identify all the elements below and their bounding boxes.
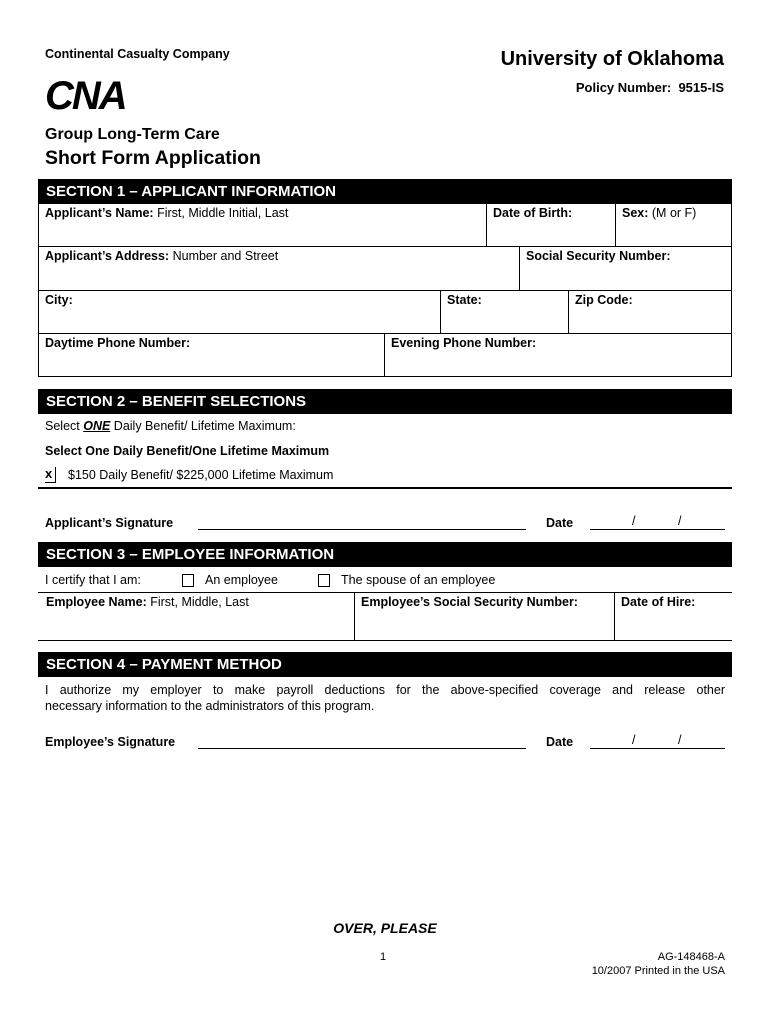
section4-header: SECTION 4 – PAYMENT METHOD — [38, 652, 732, 677]
zip-field[interactable]: Zip Code: — [575, 293, 633, 307]
policy-number: Policy Number: 9515-IS — [575, 80, 724, 95]
form-subtitle: Group Long-Term Care — [45, 126, 220, 143]
address-field[interactable]: Applicant’s Address: Number and Street — [39, 247, 520, 290]
section2-divider — [38, 487, 732, 489]
applicant-date-line[interactable] — [590, 529, 725, 530]
employee-date-label: Date — [546, 735, 574, 749]
section1-row3 — [38, 291, 732, 334]
select-instruction: Select ONE Daily Benefit/ Lifetime Maximum: — [45, 419, 296, 433]
certify-label: I certify that I am: — [45, 573, 141, 587]
date-separator: / — [678, 733, 682, 747]
ssn-field[interactable]: Social Security Number: — [526, 249, 671, 263]
date-separator: / — [632, 514, 636, 528]
benefit-option-label: $150 Daily Benefit/ $225,000 Lifetime Maximum — [68, 468, 334, 482]
employee-ssn-field[interactable]: Employee’s Social Security Number: — [355, 593, 615, 640]
state-field[interactable]: State: — [441, 291, 569, 333]
select-heading: Select One Daily Benefit/One Lifetime Maximum — [45, 444, 330, 458]
employee-option-label: An employee — [205, 573, 278, 587]
authorize-text-line2: necessary information to the administrators of this program. — [45, 699, 375, 713]
company-name: Continental Casualty Company — [45, 47, 230, 61]
section3-row — [38, 593, 732, 641]
section1-row1 — [38, 204, 732, 247]
form-id: AG-148468-A — [657, 951, 725, 963]
dob-field[interactable]: Date of Birth: — [487, 204, 616, 246]
authorize-text-line1: I authorize my employer to make payroll deductions for the above-specified coverage and release other — [45, 683, 725, 697]
cna-logo — [45, 77, 163, 113]
date-of-hire-field[interactable]: Date of Hire: — [621, 595, 696, 609]
employee-signature-line[interactable] — [198, 748, 526, 749]
applicant-signature-line[interactable] — [198, 529, 526, 530]
svg-text:CNA: CNA — [45, 77, 126, 113]
printed-date: 10/2007 Printed in the USA — [591, 965, 725, 977]
sex-field[interactable]: Sex: (M or F) — [622, 206, 697, 220]
section3-header: SECTION 3 – EMPLOYEE INFORMATION — [38, 542, 732, 567]
spouse-checkbox[interactable] — [318, 574, 330, 587]
date-separator: / — [678, 514, 682, 528]
section1-row2 — [38, 247, 732, 291]
university-name: University of Oklahoma — [500, 48, 724, 70]
city-field[interactable]: City: — [39, 291, 441, 333]
employee-checkbox[interactable] — [182, 574, 194, 587]
page-number: 1 — [380, 951, 387, 963]
daytime-phone-field[interactable]: Daytime Phone Number: — [39, 334, 385, 376]
date-separator: / — [632, 733, 636, 747]
applicant-name-field[interactable]: Applicant’s Name: First, Middle Initial, Last — [39, 204, 487, 246]
section1-row4 — [38, 334, 732, 377]
spouse-option-label: The spouse of an employee — [341, 573, 496, 587]
employee-name-field[interactable]: Employee Name: First, Middle, Last — [38, 593, 355, 640]
form-title: Short Form Application — [45, 147, 261, 169]
applicant-signature-label: Applicant’s Signature — [45, 516, 174, 530]
benefit-checkbox[interactable]: x — [45, 467, 56, 483]
over-please: OVER, PLEASE — [333, 920, 437, 936]
employee-signature-label: Employee’s Signature — [45, 735, 176, 749]
section2-header: SECTION 2 – BENEFIT SELECTIONS — [38, 389, 732, 414]
evening-phone-field[interactable]: Evening Phone Number: — [391, 336, 537, 350]
employee-date-line[interactable] — [590, 748, 725, 749]
applicant-date-label: Date — [546, 516, 574, 530]
section1-header: SECTION 1 – APPLICANT INFORMATION — [38, 179, 732, 204]
